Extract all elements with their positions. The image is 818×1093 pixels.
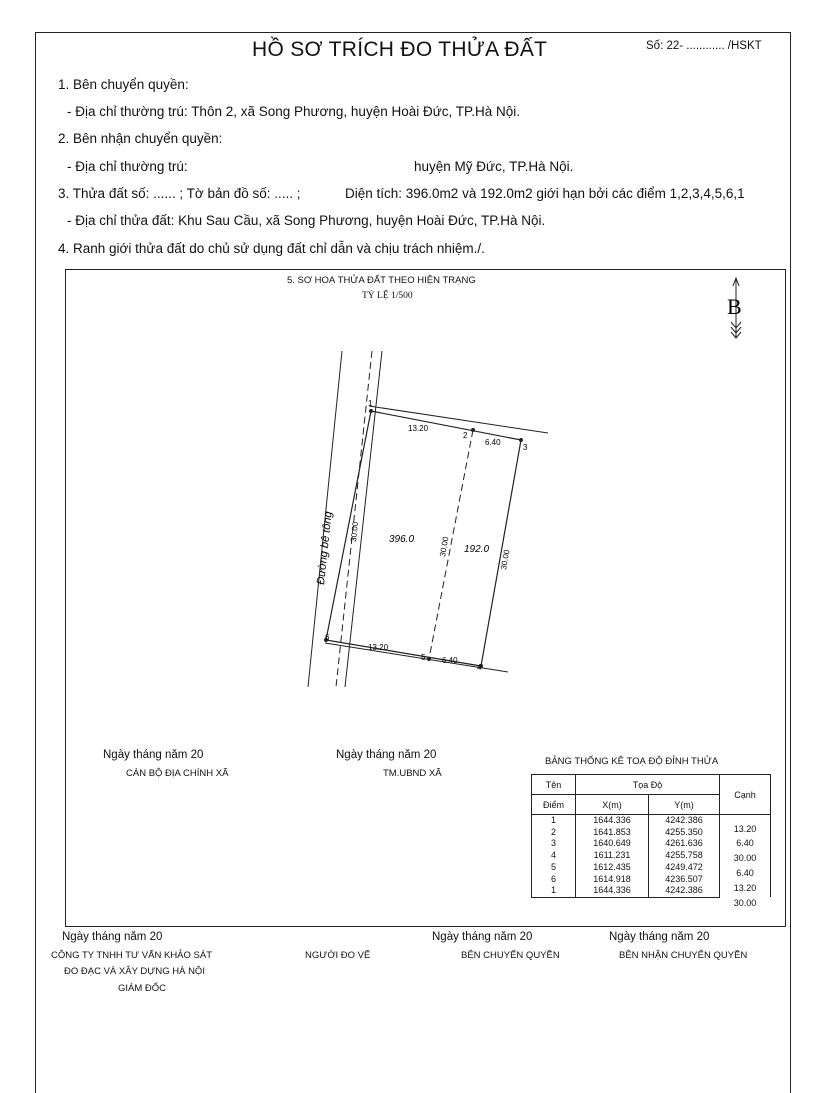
director-label: GIÁM ĐỐC: [118, 983, 167, 994]
canh-value: 13.20: [733, 883, 757, 893]
road-edge-right: [345, 351, 382, 687]
road-centerline: [336, 351, 372, 687]
point-5-label: 5: [421, 653, 426, 662]
dim-bottom-1: 13.20: [368, 643, 389, 652]
header-diem: Điểm: [532, 795, 576, 815]
parcel-area: Diện tích: 396.0m2 và 192.0m2 giới hạn bởi các điểm 1,2,3,4,5,6,1: [345, 186, 745, 201]
point-2-mark: [471, 428, 475, 432]
dim-top-1: 13.20: [408, 424, 429, 433]
canh-value: 30.00: [733, 898, 757, 908]
cell-point: 6: [532, 874, 576, 886]
header-toado: Tọa Độ: [576, 775, 720, 795]
point-5-mark: [427, 657, 431, 661]
canh-value: 6.40: [736, 838, 754, 848]
commune-officer-label: CÁN BỘ ĐỊA CHÍNH XÃ: [126, 768, 229, 779]
area-right-label: 192.0: [464, 544, 490, 555]
header-canh: Cạnh: [720, 775, 771, 815]
transferor-label: 1. Bên chuyển quyền:: [58, 77, 189, 92]
cell-x: 1641.853: [576, 827, 649, 839]
parcel-address: - Địa chỉ thửa đất: Khu Sau Cầu, xã Song Phương, huyện Hoài Đức, TP.Hà Nội.: [67, 213, 546, 228]
boundary-note: 4. Ranh giới thửa đất do chủ sử dụng đất chỉ dẫn và chịu trách nhiệm./.: [58, 241, 485, 256]
dim-middle: 30.00: [438, 536, 451, 558]
cell-y: 4255.350: [649, 827, 720, 839]
page-title: HỒ SƠ TRÍCH ĐO THỬA ĐẤT: [252, 38, 548, 61]
point-3-label: 3: [523, 443, 528, 452]
cell-y: 4242.386: [649, 815, 720, 827]
cell-point: 1: [532, 815, 576, 827]
commune-committee-label: TM.UBND XÃ: [383, 768, 442, 779]
sketch-title: 5. SƠ HOẠ THỬA ĐẤT THEO HIỆN TRẠNG: [287, 275, 476, 286]
canh-column: [720, 815, 771, 908]
coord-table: [531, 774, 771, 908]
point-3-mark: [519, 438, 523, 442]
cell-x: 1612.435: [576, 862, 649, 874]
dim-right: 30.00: [499, 549, 512, 571]
point-6-label: 6: [325, 633, 330, 642]
header-ten: Tên: [532, 775, 576, 795]
road-label: Đường bê tông: [315, 510, 335, 586]
transferor-sign-label: BÊN CHUYỂN QUYỀN: [461, 950, 560, 961]
date-transferor: Ngày tháng năm 20: [432, 931, 533, 943]
area-left-label: 396.0: [389, 534, 415, 545]
transferee-address-value: huyện Mỹ Đức, TP.Hà Nội.: [414, 159, 574, 174]
document-number: Số: 22- ............ /HSKT: [646, 40, 762, 52]
cell-y: 4236.507: [649, 874, 720, 886]
dim-top-2: 6.40: [485, 438, 501, 447]
coord-table-title: BẢNG THỐNG KÊ TOẠ ĐỘ ĐỈNH THỬA: [545, 756, 719, 767]
table-row: [532, 815, 771, 827]
cell-y: 4242.386: [649, 885, 720, 897]
date-company: Ngày tháng năm 20: [62, 931, 163, 943]
transferee-label: 2. Bên nhận chuyển quyền:: [58, 131, 223, 146]
cell-point: 1: [532, 885, 576, 897]
cell-y: 4255.758: [649, 850, 720, 862]
point-2-label: 2: [463, 431, 468, 440]
cell-y: 4249.472: [649, 862, 720, 874]
transferee-address-label: - Địa chỉ thường trú:: [67, 159, 188, 174]
point-1-mark: [369, 409, 373, 413]
header-y: Y(m): [649, 795, 720, 815]
surveyor-label: NGƯỜI ĐO VẼ: [305, 950, 371, 961]
date-transferee: Ngày tháng năm 20: [609, 931, 710, 943]
transferee-sign-label: BÊN NHẬN CHUYỂN QUYỀN: [619, 950, 748, 961]
cell-point: 3: [532, 838, 576, 850]
cell-x: 1644.336: [576, 815, 649, 827]
cell-x: 1640.649: [576, 838, 649, 850]
dim-bottom-2: 6.40: [442, 656, 458, 665]
company-name-1: CÔNG TY TNHH TƯ VẤN KHẢO SÁT: [51, 950, 213, 961]
date-commune-committee: Ngày tháng năm 20: [336, 749, 437, 761]
cell-x: 1644.336: [576, 885, 649, 897]
cell-x: 1614.918: [576, 874, 649, 886]
company-name-2: ĐO ĐẠC VÀ XÂY DỰNG HÀ NỘI: [64, 966, 205, 977]
north-neighbor-line: [369, 406, 548, 433]
sketch-scale: TỶ LỆ 1/500: [362, 291, 413, 301]
cell-x: 1611.231: [576, 850, 649, 862]
point-4-label: 4: [477, 663, 482, 672]
canh-value: 30.00: [733, 853, 757, 863]
header-x: X(m): [576, 795, 649, 815]
date-commune-officer: Ngày tháng năm 20: [103, 749, 204, 761]
north-label: B: [727, 294, 742, 319]
dim-left: 30.00: [349, 521, 361, 543]
transferor-address: - Địa chỉ thường trú: Thôn 2, xã Song Phương, huyện Hoài Đức, TP.Hà Nội.: [67, 104, 521, 119]
parcel-number: 3. Thửa đất số: ...... ; Tờ bản đồ số: ..... ;: [58, 186, 301, 201]
cell-point: 4: [532, 850, 576, 862]
cell-point: 5: [532, 862, 576, 874]
point-1-label: 1: [368, 399, 373, 408]
cell-y: 4261.636: [649, 838, 720, 850]
canh-value: 13.20: [733, 824, 757, 834]
cell-point: 2: [532, 827, 576, 839]
canh-value: 6.40: [736, 868, 754, 878]
